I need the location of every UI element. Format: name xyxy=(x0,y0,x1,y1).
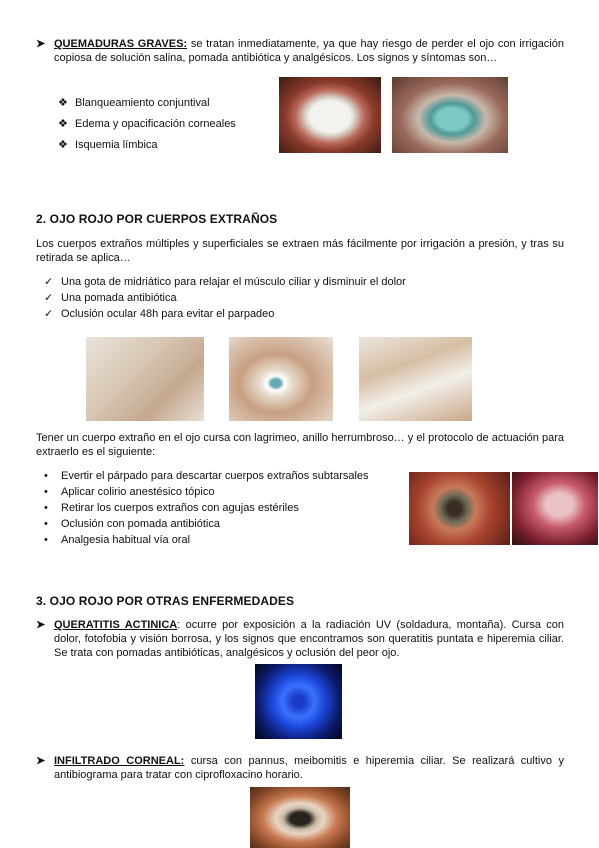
rust-ring-eye-photo xyxy=(409,472,510,545)
infiltrado-paragraph xyxy=(54,754,564,782)
bullet-icon: • xyxy=(44,518,48,530)
diamond-bullet-icon: ❖ xyxy=(58,118,68,130)
list-item: • Oclusión con pomada antibiótica xyxy=(44,518,220,530)
list-item: • Analgesia habitual vía oral xyxy=(44,534,191,546)
burn-signs-list xyxy=(56,96,276,159)
list-item: • Aplicar colirio anestésico tópico xyxy=(44,486,215,498)
check-icon: ✓ xyxy=(44,308,54,320)
quemaduras-paragraph xyxy=(54,37,564,65)
list-item: • Retirar los cuerpos extraños con agujas estériles xyxy=(44,502,299,514)
protocol-paragraph: Tener un cuerpo extraño en el ojo cursa con lagrimeo, anillo herrumbroso… y el protocolo de actuación para extraerlo es el siguiente: xyxy=(36,432,564,458)
arrow-bullet-icon: ➤ xyxy=(36,619,46,631)
bullet-icon: • xyxy=(44,534,48,546)
eye-occlusion-illustration xyxy=(359,337,472,421)
arrow-bullet-icon: ➤ xyxy=(36,755,46,767)
treatment-checklist xyxy=(44,275,514,323)
list-item: ❖ Isquemia límbica xyxy=(58,139,158,151)
corneal-opacity-photo xyxy=(392,77,508,153)
bullet-icon: • xyxy=(44,470,48,482)
list-item: ✓ Una gota de midriático para relajar el músculo ciliar y disminuir el dolor xyxy=(44,276,406,288)
list-item: • Evertir el párpado para descartar cuerpos extraños subtarsales xyxy=(44,470,369,482)
check-icon: ✓ xyxy=(44,276,54,288)
quemaduras-term: QUEMADURAS GRAVES: xyxy=(54,38,188,50)
bullet-icon: • xyxy=(44,502,48,514)
section-2-heading: 2. OJO ROJO POR CUERPOS EXTRAÑOS xyxy=(36,212,278,226)
list-item: ✓ Una pomada antibiótica xyxy=(44,292,177,304)
bullet-icon: • xyxy=(44,486,48,498)
check-icon: ✓ xyxy=(44,292,54,304)
protocol-list xyxy=(44,469,406,549)
foreign-body-removal-illustration xyxy=(229,337,333,421)
list-item: ✓ Oclusión ocular 48h para evitar el parpadeo xyxy=(44,308,275,320)
infiltrado-text: cursa con pannus, meibomitis e hiperemia ciliar. Se realizará cultivo y antibiograma para tratar con ciprofloxacino horario. xyxy=(54,755,564,781)
section-3-heading: 3. OJO ROJO POR OTRAS ENFERMEDADES xyxy=(36,594,295,608)
queratitis-text: : ocurre por exposición a la radiación UV (soldadura, montaña). Cursa con dolor, fotofobia y visión borrosa, y los signos que encontramos son queratitis puntata e hiperemia ciliar. Se trata con pomadas antibióticas, analgésicos y oclusión del peor ojo. xyxy=(54,619,564,659)
queratitis-term: QUERATITIS ACTINICA xyxy=(54,619,178,631)
diamond-bullet-icon: ❖ xyxy=(58,97,68,109)
queratitis-paragraph xyxy=(54,618,564,660)
burned-eye-photo xyxy=(279,77,381,153)
diamond-bullet-icon: ❖ xyxy=(58,139,68,151)
list-item: ❖ Blanqueamiento conjuntival xyxy=(58,97,210,109)
list-item: ❖ Edema y opacificación corneales xyxy=(58,118,236,130)
actinic-keratitis-photo xyxy=(255,664,342,739)
infiltrado-term: INFILTRADO CORNEAL: xyxy=(54,755,185,767)
arrow-bullet-icon: ➤ xyxy=(36,38,46,50)
quemaduras-text: se tratan inmediatamente, ya que hay riesgo de perder el ojo con irrigación copiosa de solución salina, pomada antibiótica y analgésicos. Los signos y síntomas son… xyxy=(54,38,564,64)
irrigation-illustration xyxy=(86,337,204,421)
everted-eyelid-photo xyxy=(512,472,598,545)
section-2-intro: Los cuerpos extraños múltiples y superficiales se extraen más fácilmente por irrigación a presión, y tras su retirada se aplica… xyxy=(36,238,564,264)
corneal-infiltrate-photo xyxy=(250,787,350,848)
